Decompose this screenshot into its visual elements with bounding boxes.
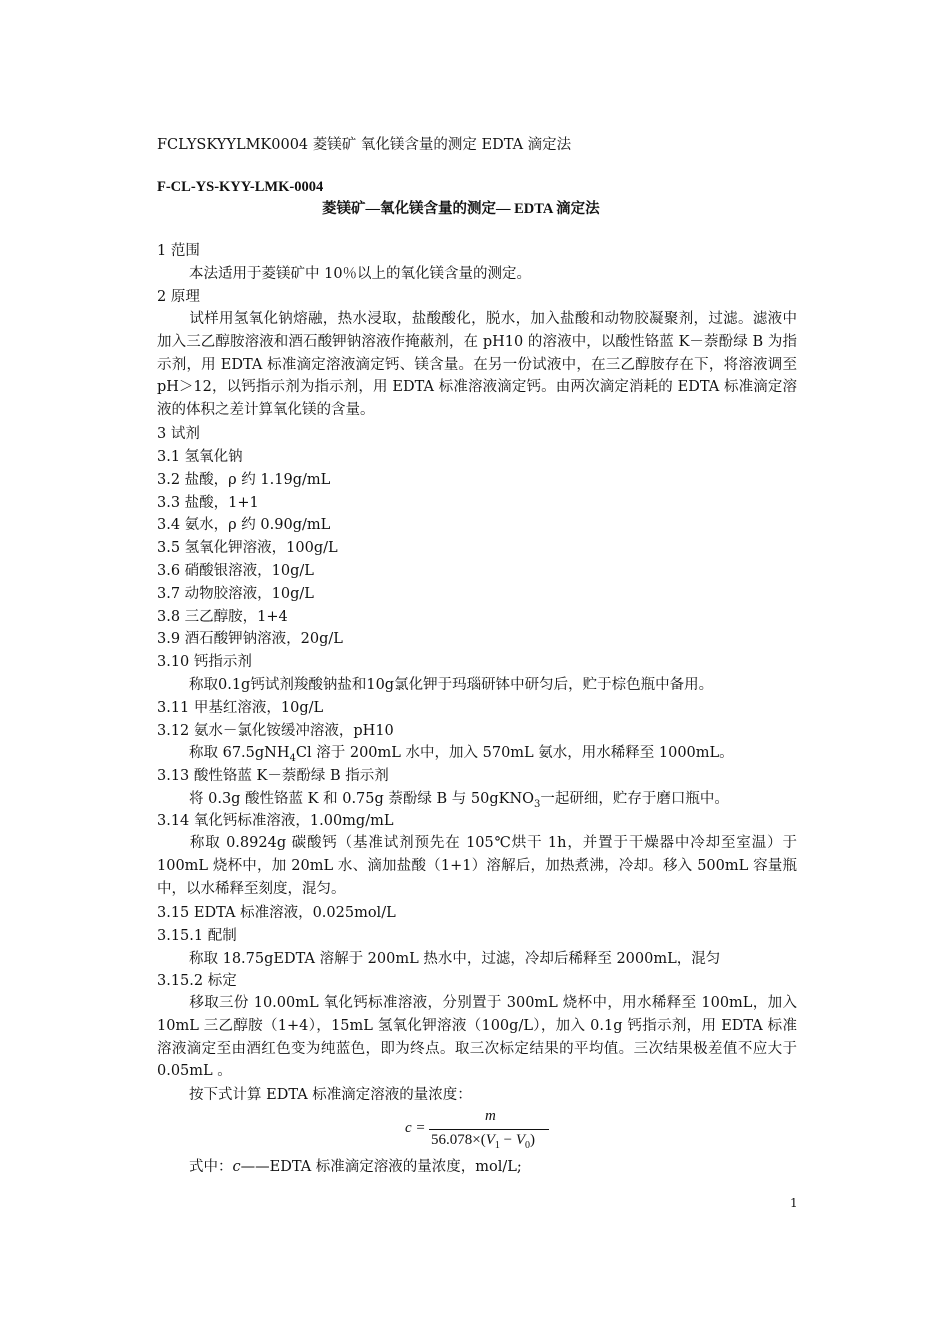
section-3-heading: 3 试剂: [157, 426, 200, 442]
reagent-item: 3.3 盐酸，1+1: [157, 495, 259, 511]
reagent-item: 3.10 钙指示剂: [157, 654, 252, 670]
section-2-heading: 2 原理: [157, 289, 200, 305]
subsection-heading: 3.15.2 标定: [157, 973, 237, 989]
formula-explanation: 式中：c——EDTA 标准滴定溶液的量浓度，mol/L;: [189, 1159, 522, 1175]
reagent-3-15-2-text: 移取三份 10.00mL 氧化钙标准溶液，分别置于 300mL 烧杯中，用水稀释至 100mL，加入 10mL 三乙醇胺（1+4），15mL 氢氧化钾溶液（100g/L），加入 0.1g 钙指示剂，用 EDTA 标准溶液滴定至由酒红色变为纯蓝色，即为终点。取三次标定结果的平均值。三次结果极差值不应大于 0.05mL 。: [157, 995, 797, 1080]
fraction-bar: [429, 1129, 549, 1130]
section-2-paragraph: [157, 308, 797, 422]
calc-intro: 按下式计算 EDTA 标准滴定溶液的量浓度：: [189, 1087, 472, 1103]
page-number: 1: [790, 1196, 798, 1210]
reagent-item: 3.4 氨水，ρ 约 0.90g/mL: [157, 517, 331, 533]
subsection-heading: 3.15.1 配制: [157, 928, 237, 944]
reagent-item: 3.9 酒石酸钾钠溶液，20g/L: [157, 631, 343, 647]
reagent-item: 3.13 酸性铬蓝 K－萘酚绿 B 指示剂: [157, 768, 389, 784]
header-line: FCLYSKYYLMK0004 菱镁矿 氧化镁含量的测定 EDTA 滴定法: [157, 137, 572, 153]
reagent-3-15-1-text: 称取 18.75gEDTA 溶解于 200mL 热水中，过滤，冷却后稀释至 2000mL，混匀: [189, 951, 721, 967]
reagent-3-13-text: 将 0.3g 酸性铬蓝 K 和 0.75g 萘酚绿 B 与 50gKNO$_3$一起研细，贮存于磨口瓶中。: [189, 791, 729, 810]
reagent-item: 3.14 氧化钙标准溶液，1.00mg/mL: [157, 813, 394, 829]
section-1-heading: 1 范围: [157, 243, 200, 259]
formula-numerator: m: [485, 1108, 496, 1124]
reagent-item: 3.7 动物胶溶液，10g/L: [157, 586, 314, 602]
reagent-3-10-text: 称取0.1g钙试剂羧酸钠盐和10g氯化钾于玛瑙研钵中研匀后，贮于棕色瓶中备用。: [189, 677, 714, 693]
reagent-3-14-text: 称取 0.8924g 碳酸钙（基准试剂预先在 105℃烘干 1h，并置于干燥器中冷却至室温）于 100mL 烧杯中，加 20mL 水、滴加盐酸（1+1）溶解后，加热煮沸，冷却。移入 500mL 容量瓶中，以水稀释至刻度，混匀。: [157, 835, 797, 897]
concentration-formula: [405, 1108, 565, 1154]
reagent-item: 3.8 三乙醇胺，1+4: [157, 609, 288, 625]
reagent-3-15-2-paragraph: [157, 992, 797, 1083]
document-code: F-CL-YS-KYY-LMK-0004: [157, 179, 324, 195]
reagent-3-14-paragraph: [157, 832, 797, 900]
reagent-3-12-text: 称取 67.5gNH$_4$Cl 溶于 200mL 水中，加入 570mL 氨水，用水稀释至 1000mL。: [189, 745, 734, 764]
formula-denominator: $56.078\times(V_1 - V_0)$: [431, 1132, 536, 1151]
reagent-item: 3.11 甲基红溶液，10g/L: [157, 700, 324, 716]
reagent-item: 3.6 硝酸银溶液，10g/L: [157, 563, 314, 579]
reagent-item: 3.1 氢氧化钠: [157, 449, 243, 465]
document-title: 菱镁矿—氧化镁含量的测定— EDTA 滴定法: [322, 201, 600, 217]
reagent-item: 3.5 氢氧化钾溶液，100g/L: [157, 540, 338, 556]
reagent-item: 3.12 氨水－氯化铵缓冲溶液，pH10: [157, 723, 394, 739]
reagent-item: 3.2 盐酸，ρ 约 1.19g/mL: [157, 472, 331, 488]
section-1-text: 本法适用于菱镁矿中 10％以上的氧化镁含量的测定。: [189, 266, 532, 282]
section-2-text: 试样用氢氧化钠熔融，热水浸取，盐酸酸化，脱水，加入盐酸和动物胶凝聚剂，过滤。滤液中加入三乙醇胺溶液和酒石酸钾钠溶液作掩蔽剂，在 pH10 的溶液中，以酸性铬蓝 K－萘酚绿 B 为指示剂，用 EDTA 标准滴定溶液滴定钙、镁含量。在另一份试液中，在三乙醇胺存在下，将溶液调至 pH＞12，以钙指示剂为指示剂，用 EDTA 标准溶液滴定钙。由两次滴定消耗的 EDTA 标准滴定溶液的体积之差计算氧化镁的含量。: [157, 311, 797, 419]
formula-lhs: c =: [405, 1120, 426, 1136]
reagent-item: 3.15 EDTA 标准溶液，0.025mol/L: [157, 905, 396, 921]
